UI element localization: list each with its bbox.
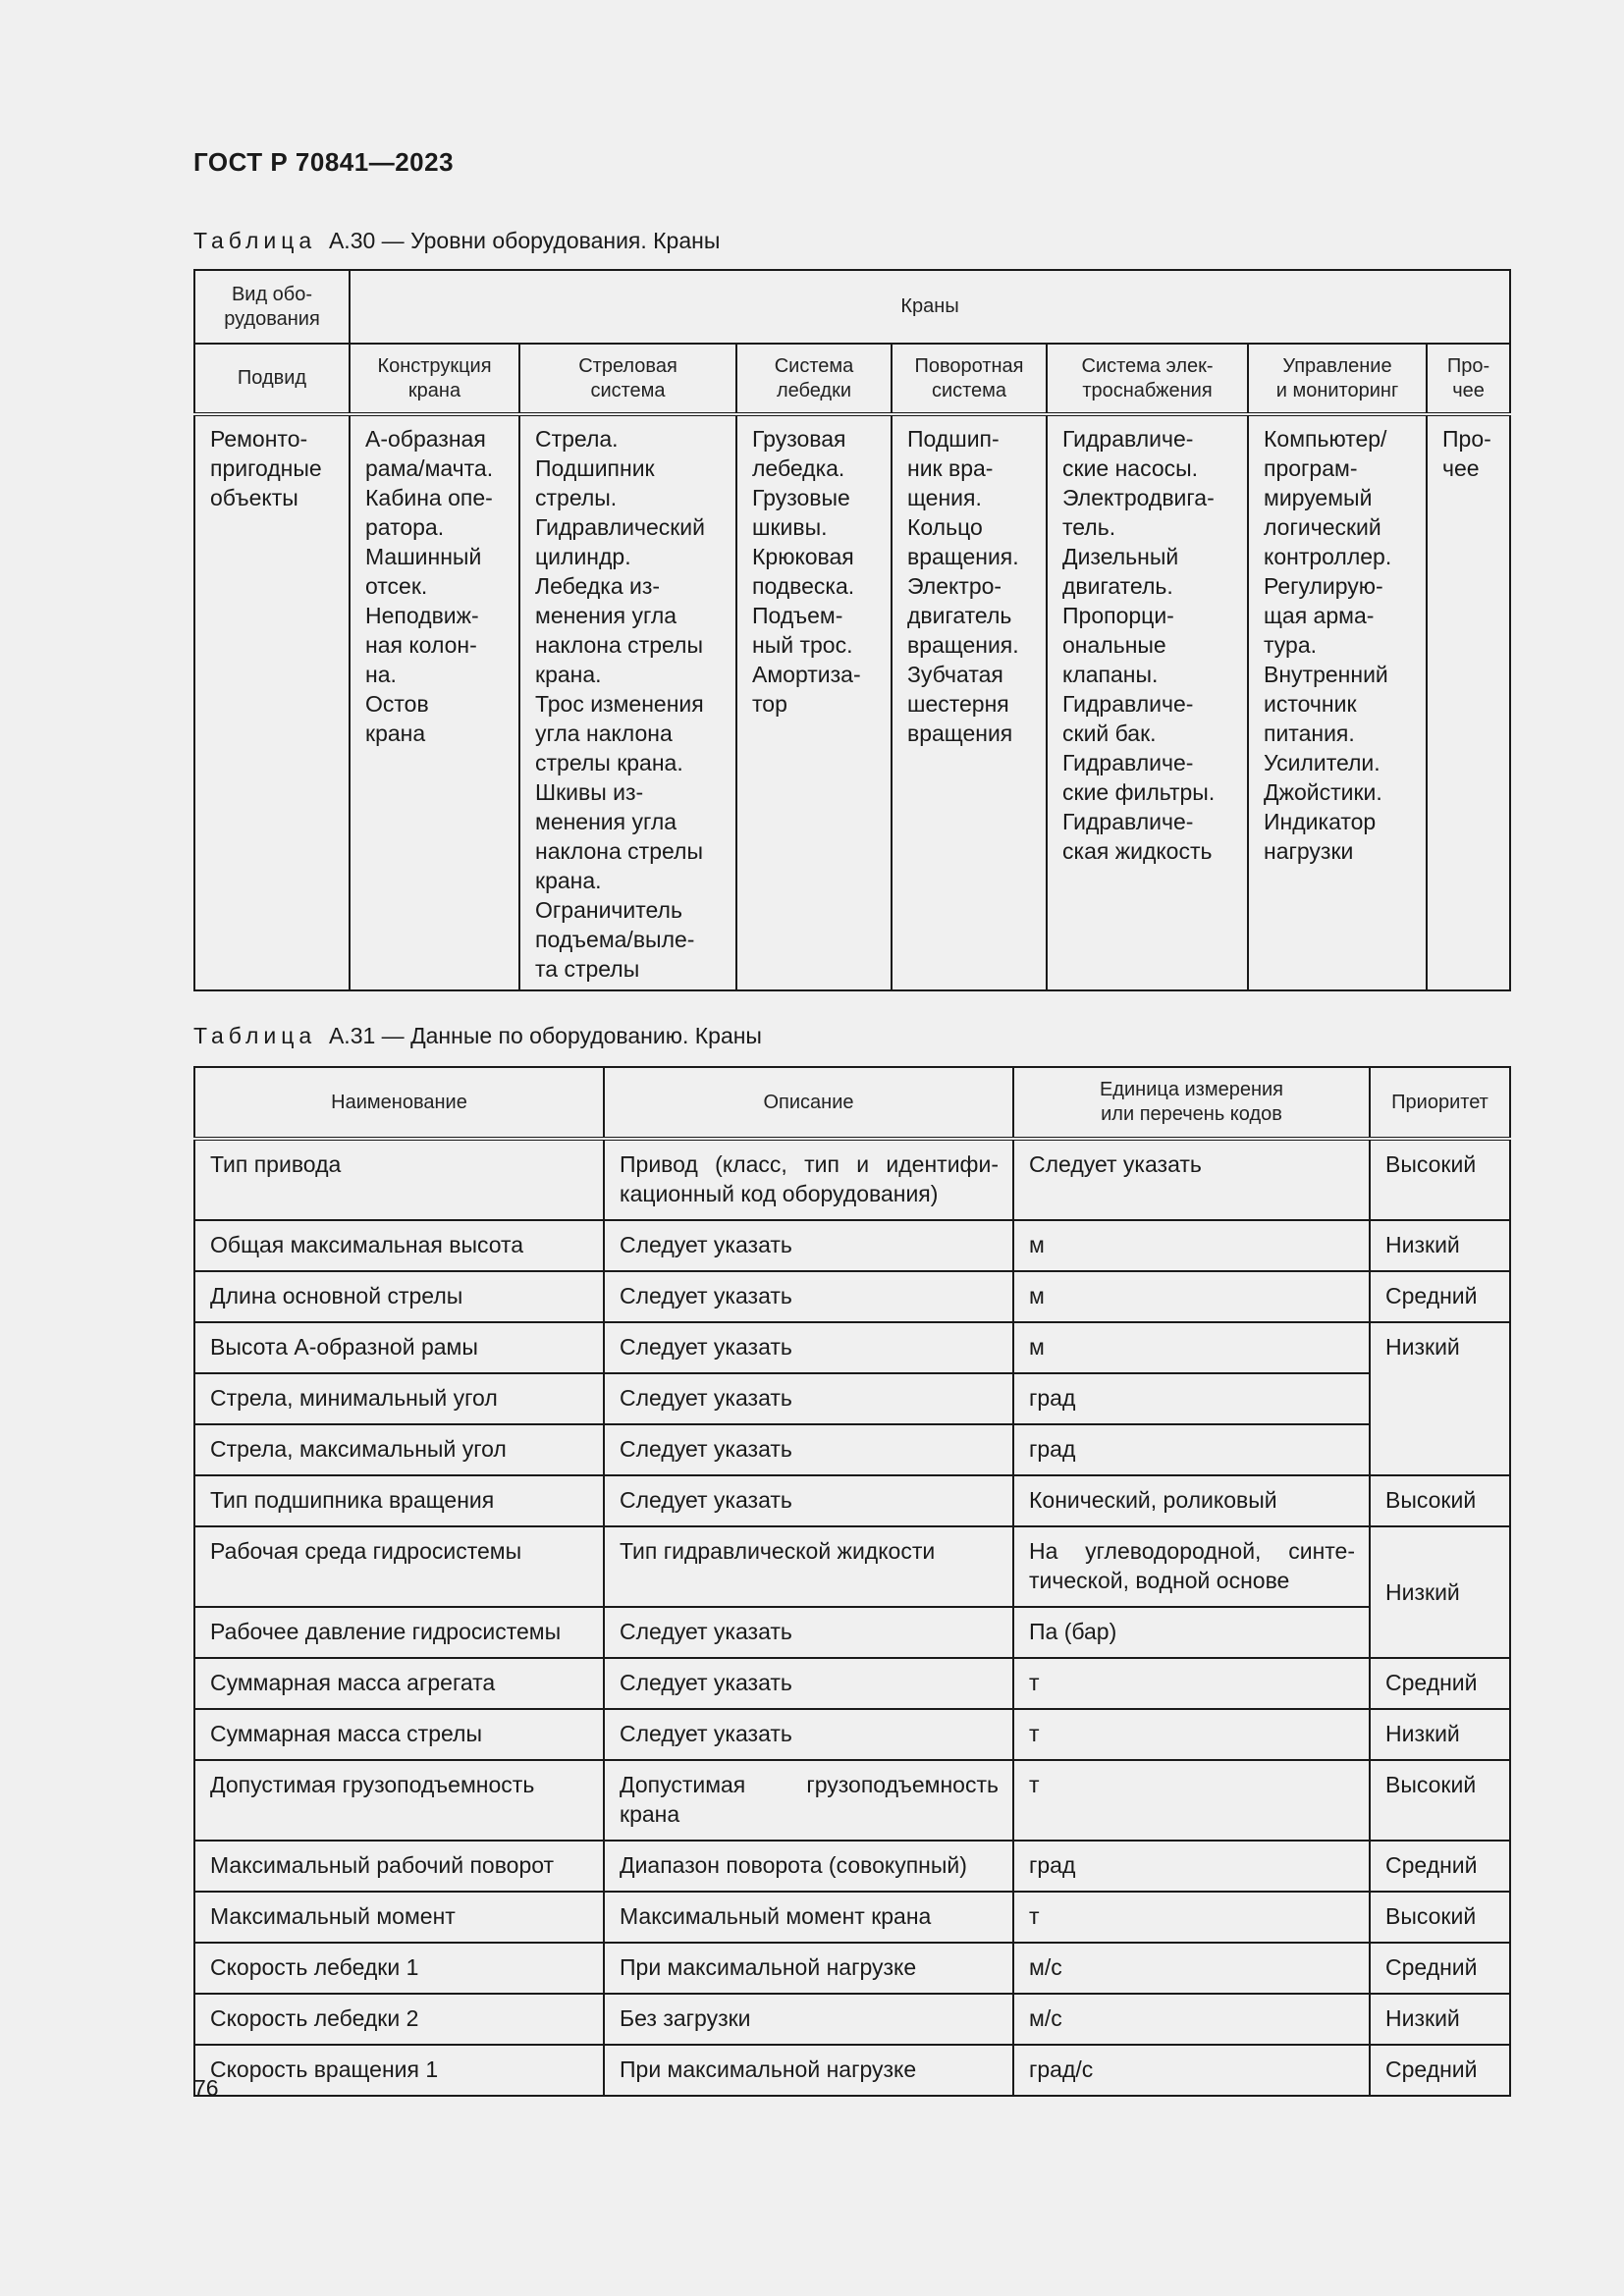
table-row — [194, 1526, 1510, 1607]
header-equipment-type: Вид обо- рудования — [194, 270, 350, 344]
column-header: Управление и мониторинг — [1248, 344, 1427, 414]
cell-name: Высота А-образной рамы — [194, 1322, 604, 1373]
cell-unit: На углеводородной, синте-тической, водной основе — [1013, 1526, 1370, 1607]
cell-priority: Низкий — [1370, 1220, 1510, 1271]
column-header: Система элек- троснабжения — [1047, 344, 1248, 414]
column-header: Наименование — [194, 1067, 604, 1139]
table-row — [194, 1373, 1510, 1424]
cell-priority: Средний — [1370, 1658, 1510, 1709]
table-cell: Грузовая лебедка. Грузовые шкивы. Крюковая подвеска. Подъем- ный трос. Амортиза- тор — [736, 414, 892, 990]
table-row — [194, 2045, 1510, 2096]
table-row — [194, 1892, 1510, 1943]
column-header: Описание — [604, 1067, 1013, 1139]
cell-description: При максимальной нагрузке — [604, 1943, 1013, 1994]
cell-unit: т — [1013, 1658, 1370, 1709]
table-row — [194, 1271, 1510, 1322]
column-header: Приоритет — [1370, 1067, 1510, 1139]
table-row — [194, 1139, 1510, 1220]
cell-unit: т — [1013, 1892, 1370, 1943]
column-header: Подвид — [194, 344, 350, 414]
cell-name: Максимальный момент — [194, 1892, 604, 1943]
cell-description: Следует указать — [604, 1373, 1013, 1424]
cell-name: Тип подшипника вращения — [194, 1475, 604, 1526]
cell-unit: м — [1013, 1322, 1370, 1373]
page-number: 76 — [193, 2075, 219, 2101]
table-a31-caption — [193, 1023, 762, 1049]
table-cell: Стрела. Подшипник стрелы. Гидравлический цилиндр. Лебедка из- менения угла наклона стрелы крана. Трос изменения угла наклона стрелы крана. Шкивы из- менения угла наклона стрелы крана. Ограничитель подъема/выле- та стрелы — [519, 414, 736, 990]
cell-unit: т — [1013, 1760, 1370, 1841]
table-cell: Компьютер/ програм- мируемый логический контроллер. Регулирую- щая арма- тура. Внутренний источник питания. Усилители. Джойстики. Индикатор нагрузки — [1248, 414, 1427, 990]
table-a30 — [193, 269, 1511, 991]
caption-label: Таблица — [193, 1023, 317, 1048]
cell-unit: град — [1013, 1841, 1370, 1892]
table-row — [194, 1475, 1510, 1526]
cell-unit: м — [1013, 1220, 1370, 1271]
cell-unit: Конический, роликовый — [1013, 1475, 1370, 1526]
cell-description: Без загрузки — [604, 1994, 1013, 2045]
cell-unit: град — [1013, 1424, 1370, 1475]
cell-description: При максимальной нагрузке — [604, 2045, 1013, 2096]
column-header: Стреловая система — [519, 344, 736, 414]
cell-unit: т — [1013, 1709, 1370, 1760]
cell-unit: град/с — [1013, 2045, 1370, 2096]
cell-priority: Высокий — [1370, 1475, 1510, 1526]
table-row — [194, 1994, 1510, 2045]
table-row — [194, 1607, 1510, 1658]
cell-name: Общая максимальная высота — [194, 1220, 604, 1271]
cell-priority: Средний — [1370, 2045, 1510, 2096]
cell-description: Следует указать — [604, 1322, 1013, 1373]
cell-unit: град — [1013, 1373, 1370, 1424]
caption-label: Таблица — [193, 228, 317, 253]
cell-description: Следует указать — [604, 1658, 1013, 1709]
cell-description: Привод (класс, тип и идентифи-кационный код оборудования) — [604, 1139, 1013, 1220]
cell-unit: Следует указать — [1013, 1139, 1370, 1220]
cell-description: Допустимая грузоподъемность крана — [604, 1760, 1013, 1841]
table-row — [194, 1424, 1510, 1475]
cell-description: Следует указать — [604, 1271, 1013, 1322]
cell-unit: м/с — [1013, 1994, 1370, 2045]
table-row — [194, 1841, 1510, 1892]
cell-unit: Па (бар) — [1013, 1607, 1370, 1658]
cell-description: Следует указать — [604, 1607, 1013, 1658]
cell-name: Скорость лебедки 2 — [194, 1994, 604, 2045]
cell-name: Длина основной стрелы — [194, 1271, 604, 1322]
cell-priority: Низкий — [1370, 1526, 1510, 1658]
cell-description: Диапазон поворота (совокупный) — [604, 1841, 1013, 1892]
cell-name: Допустимая грузоподъемность — [194, 1760, 604, 1841]
cell-priority: Низкий — [1370, 1322, 1510, 1475]
header-cranes: Краны — [350, 270, 1510, 344]
cell-description: Следует указать — [604, 1709, 1013, 1760]
cell-description: Тип гидравлической жидкости — [604, 1526, 1013, 1607]
cell-name: Стрела, максимальный угол — [194, 1424, 604, 1475]
cell-name: Стрела, минимальный угол — [194, 1373, 604, 1424]
cell-priority: Средний — [1370, 1841, 1510, 1892]
cell-priority: Средний — [1370, 1271, 1510, 1322]
cell-description: Следует указать — [604, 1475, 1013, 1526]
column-header: Про- чее — [1427, 344, 1510, 414]
table-row — [194, 1220, 1510, 1271]
cell-priority: Высокий — [1370, 1892, 1510, 1943]
cell-name: Рабочая среда гидросистемы — [194, 1526, 604, 1607]
cell-unit: м/с — [1013, 1943, 1370, 1994]
document-id: ГОСТ Р 70841—2023 — [193, 147, 455, 177]
table-a30-caption — [193, 228, 720, 254]
cell-name: Максимальный рабочий поворот — [194, 1841, 604, 1892]
cell-name: Суммарная масса стрелы — [194, 1709, 604, 1760]
table-row — [194, 1943, 1510, 1994]
cell-priority: Низкий — [1370, 1709, 1510, 1760]
column-header: Система лебедки — [736, 344, 892, 414]
cell-description: Максимальный момент крана — [604, 1892, 1013, 1943]
cell-name: Скорость вращения 1 — [194, 2045, 604, 2096]
table-row — [194, 1760, 1510, 1841]
table-row — [194, 1658, 1510, 1709]
table-row — [194, 1322, 1510, 1373]
cell-description: Следует указать — [604, 1220, 1013, 1271]
table-a31 — [193, 1066, 1511, 2097]
cell-name: Скорость лебедки 1 — [194, 1943, 604, 1994]
cell-description: Следует указать — [604, 1424, 1013, 1475]
cell-priority: Низкий — [1370, 1994, 1510, 2045]
cell-priority: Средний — [1370, 1943, 1510, 1994]
table-cell: Гидравличе- ские насосы. Электродвига- тель. Дизельный двигатель. Пропорци- ональные клапаны. Гидравличе- ский бак. Гидравличе- ские фильтры. Гидравличе- ская жидкость — [1047, 414, 1248, 990]
column-header: Поворотная система — [892, 344, 1047, 414]
cell-priority: Высокий — [1370, 1760, 1510, 1841]
column-header: Единица измерения или перечень кодов — [1013, 1067, 1370, 1139]
cell-name: Тип привода — [194, 1139, 604, 1220]
table-cell: А-образная рама/мачта. Кабина опе- ратора. Машинный отсек. Неподвиж- ная колон- на. Остов крана — [350, 414, 519, 990]
column-header: Конструкция крана — [350, 344, 519, 414]
table-cell: Про- чее — [1427, 414, 1510, 990]
caption-text: А.30 — Уровни оборудования. Краны — [328, 228, 721, 253]
cell-name: Суммарная масса агрегата — [194, 1658, 604, 1709]
cell-priority: Высокий — [1370, 1139, 1510, 1220]
caption-text: А.31 — Данные по оборудованию. Краны — [328, 1023, 762, 1048]
cell-name: Рабочее давление гидросистемы — [194, 1607, 604, 1658]
table-cell: Подшип- ник вра- щения. Кольцо вращения. Электро- двигатель вращения. Зубчатая шестерня вращения — [892, 414, 1047, 990]
cell-unit: м — [1013, 1271, 1370, 1322]
table-row — [194, 1709, 1510, 1760]
table-cell: Ремонто- пригодные объекты — [194, 414, 350, 990]
